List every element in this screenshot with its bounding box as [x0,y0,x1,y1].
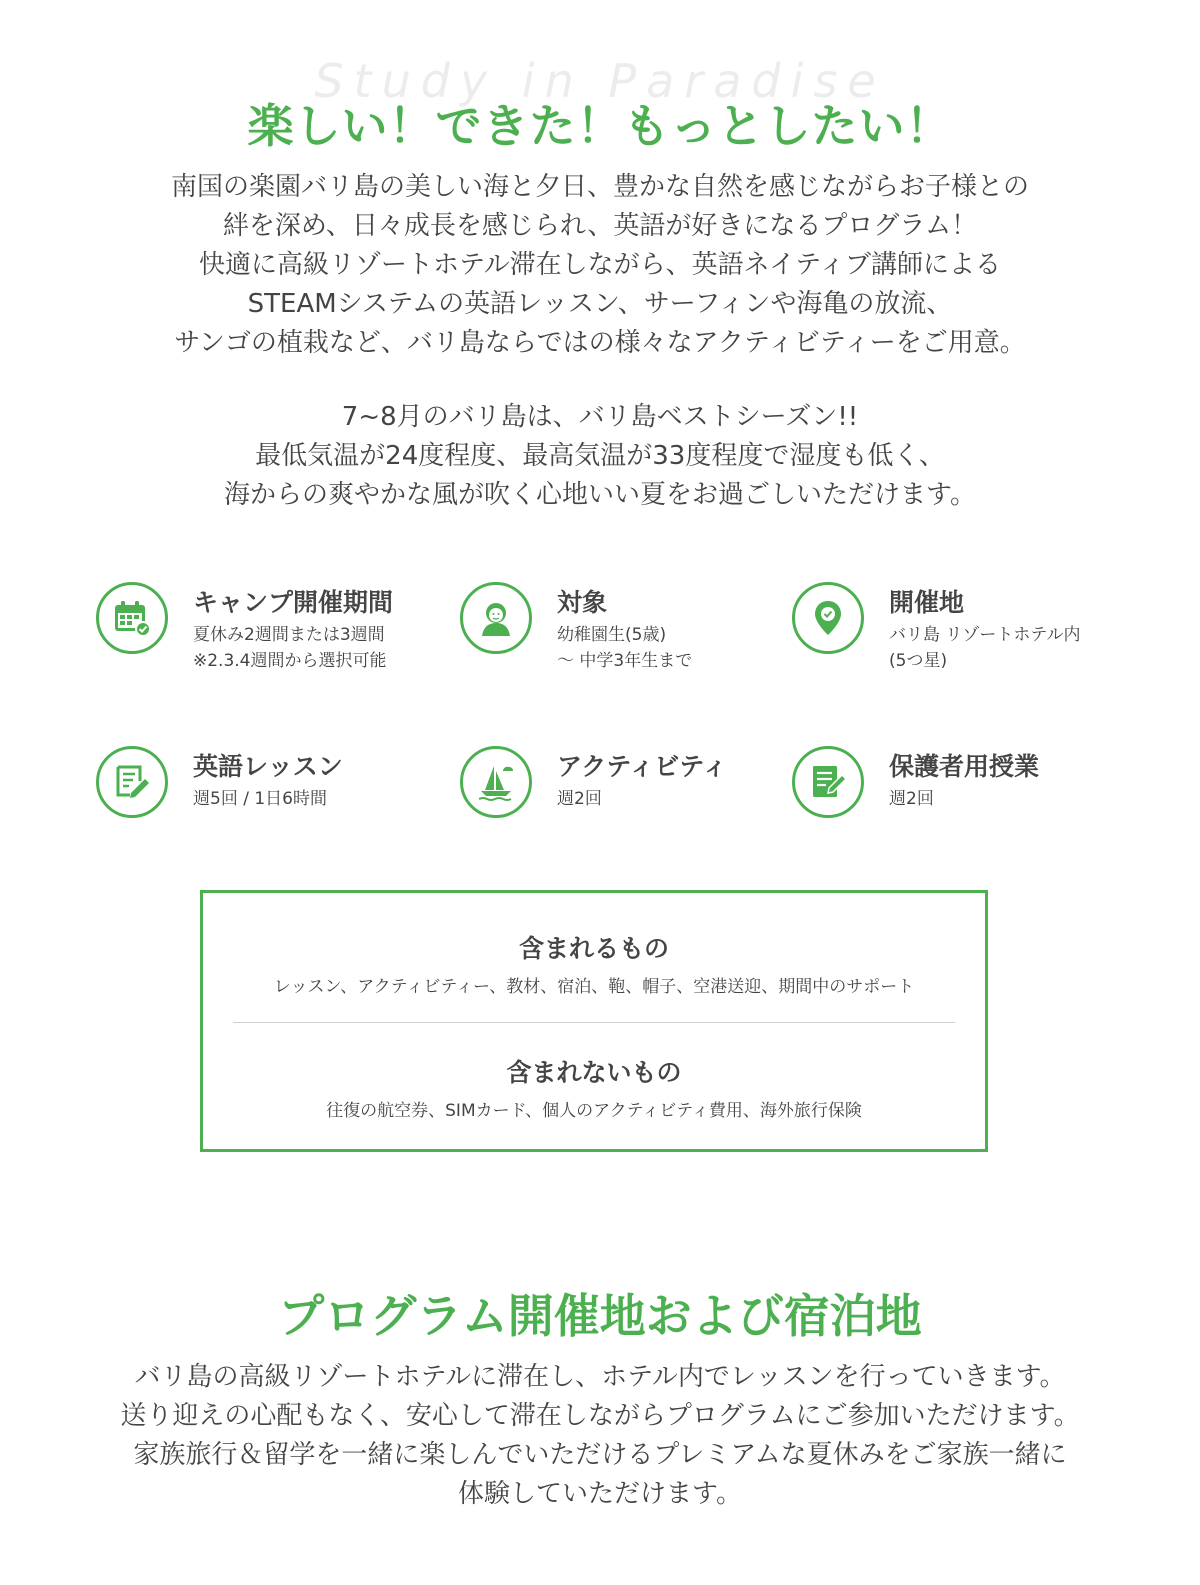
feature-line: 幼稚園生(5歳) [557,625,667,645]
feature-camp-period [96,582,456,672]
feature-description [889,786,934,812]
intro-paragraph [0,168,1200,363]
feature-line: ※2.3.4週間から選択可能 [193,651,387,671]
excluded-title: 含まれないもの [506,1058,682,1087]
main-headline: 楽しい！できた！もっとしたい！ [247,99,953,153]
feature-line: 週2回 [557,789,602,809]
feature-title: 英語レッスン [193,752,343,781]
calendar-icon [96,582,168,654]
watermark-text: Study in Paradise [314,54,886,108]
feature-english-lessons [96,746,456,836]
venue-line: 体験していただけます。 [458,1479,742,1509]
child-icon [460,582,532,654]
feature-title: 開催地 [889,588,965,617]
venue-heading: プログラム開催地および宿泊地 [278,1289,922,1343]
feature-title: 保護者用授業 [889,752,1040,781]
divider [233,1022,955,1023]
feature-line: 週2回 [889,789,934,809]
season-line: 7~8月のバリ島は、バリ島ベストシーズン!! [341,402,859,432]
season-paragraph [0,398,1200,515]
feature-venue [792,582,1152,672]
intro-line: 南国の楽園バリ島の美しい海と夕日、豊かな自然を感じながらお子様との [170,172,1029,202]
intro-line: 絆を深め、日々成長を感じられ、英語が好きになるプログラム！ [222,211,978,241]
feature-line: 週5回 / 1日6時間 [193,789,327,809]
feature-description [557,622,692,674]
feature-description [557,786,602,812]
season-line: 最低気温が24度程度、最高気温が33度程度で湿度も低く、 [255,441,945,471]
inclusions-box [200,890,988,1152]
intro-line: STEAMシステムの英語レッスン、サーフィンや海亀の放流、 [247,289,953,319]
feature-title: キャンプ開催期間 [193,588,394,617]
venue-line: バリ島の高級リゾートホテルに滞在し、ホテル内でレッスンを行っていきます。 [134,1362,1066,1392]
location-pin-icon [792,582,864,654]
included-title: 含まれるもの [518,934,669,963]
feature-title: アクティビティ [557,752,728,781]
feature-parent-classes [792,746,1152,836]
feature-description [193,622,387,674]
season-line: 海からの爽やかな風が吹く心地いい夏をお過ごしいただけます。 [224,480,976,510]
feature-description [193,786,327,812]
intro-line: サンゴの植栽など、バリ島ならではの様々なアクティビティーをご用意。 [174,328,1026,358]
document-edit-icon [792,746,864,818]
venue-line: 家族旅行＆留学を一緒に楽しんでいただけるプレミアムな夏休みをご家族一緒に [133,1440,1067,1470]
sailboat-icon [460,746,532,818]
feature-line: バリ島 リゾートホテル内 [889,625,1081,645]
venue-line: 送り迎えの心配もなく、安心して滞在しながらプログラムにご参加いただけます。 [120,1401,1080,1431]
feature-title: 対象 [557,588,608,617]
venue-paragraph [0,1358,1200,1514]
feature-line: 夏休み2週間または3週間 [193,625,385,645]
lesson-notepad-icon [96,746,168,818]
feature-target [460,582,820,672]
excluded-text: 往復の航空券、SIMカード、個人のアクティビティ費用、海外旅行保険 [326,1101,862,1121]
feature-description [889,622,1081,674]
included-text: レッスン、アクティビティー、教材、宿泊、鞄、帽子、空港送迎、期間中のサポート [273,977,915,997]
intro-line: 快適に高級リゾートホテル滞在しながら、英語ネイティブ講師による [198,250,1002,280]
feature-line: (5つ星) [889,651,948,671]
feature-line: ～ 中学3年生まで [557,651,693,671]
feature-activities [460,746,820,836]
